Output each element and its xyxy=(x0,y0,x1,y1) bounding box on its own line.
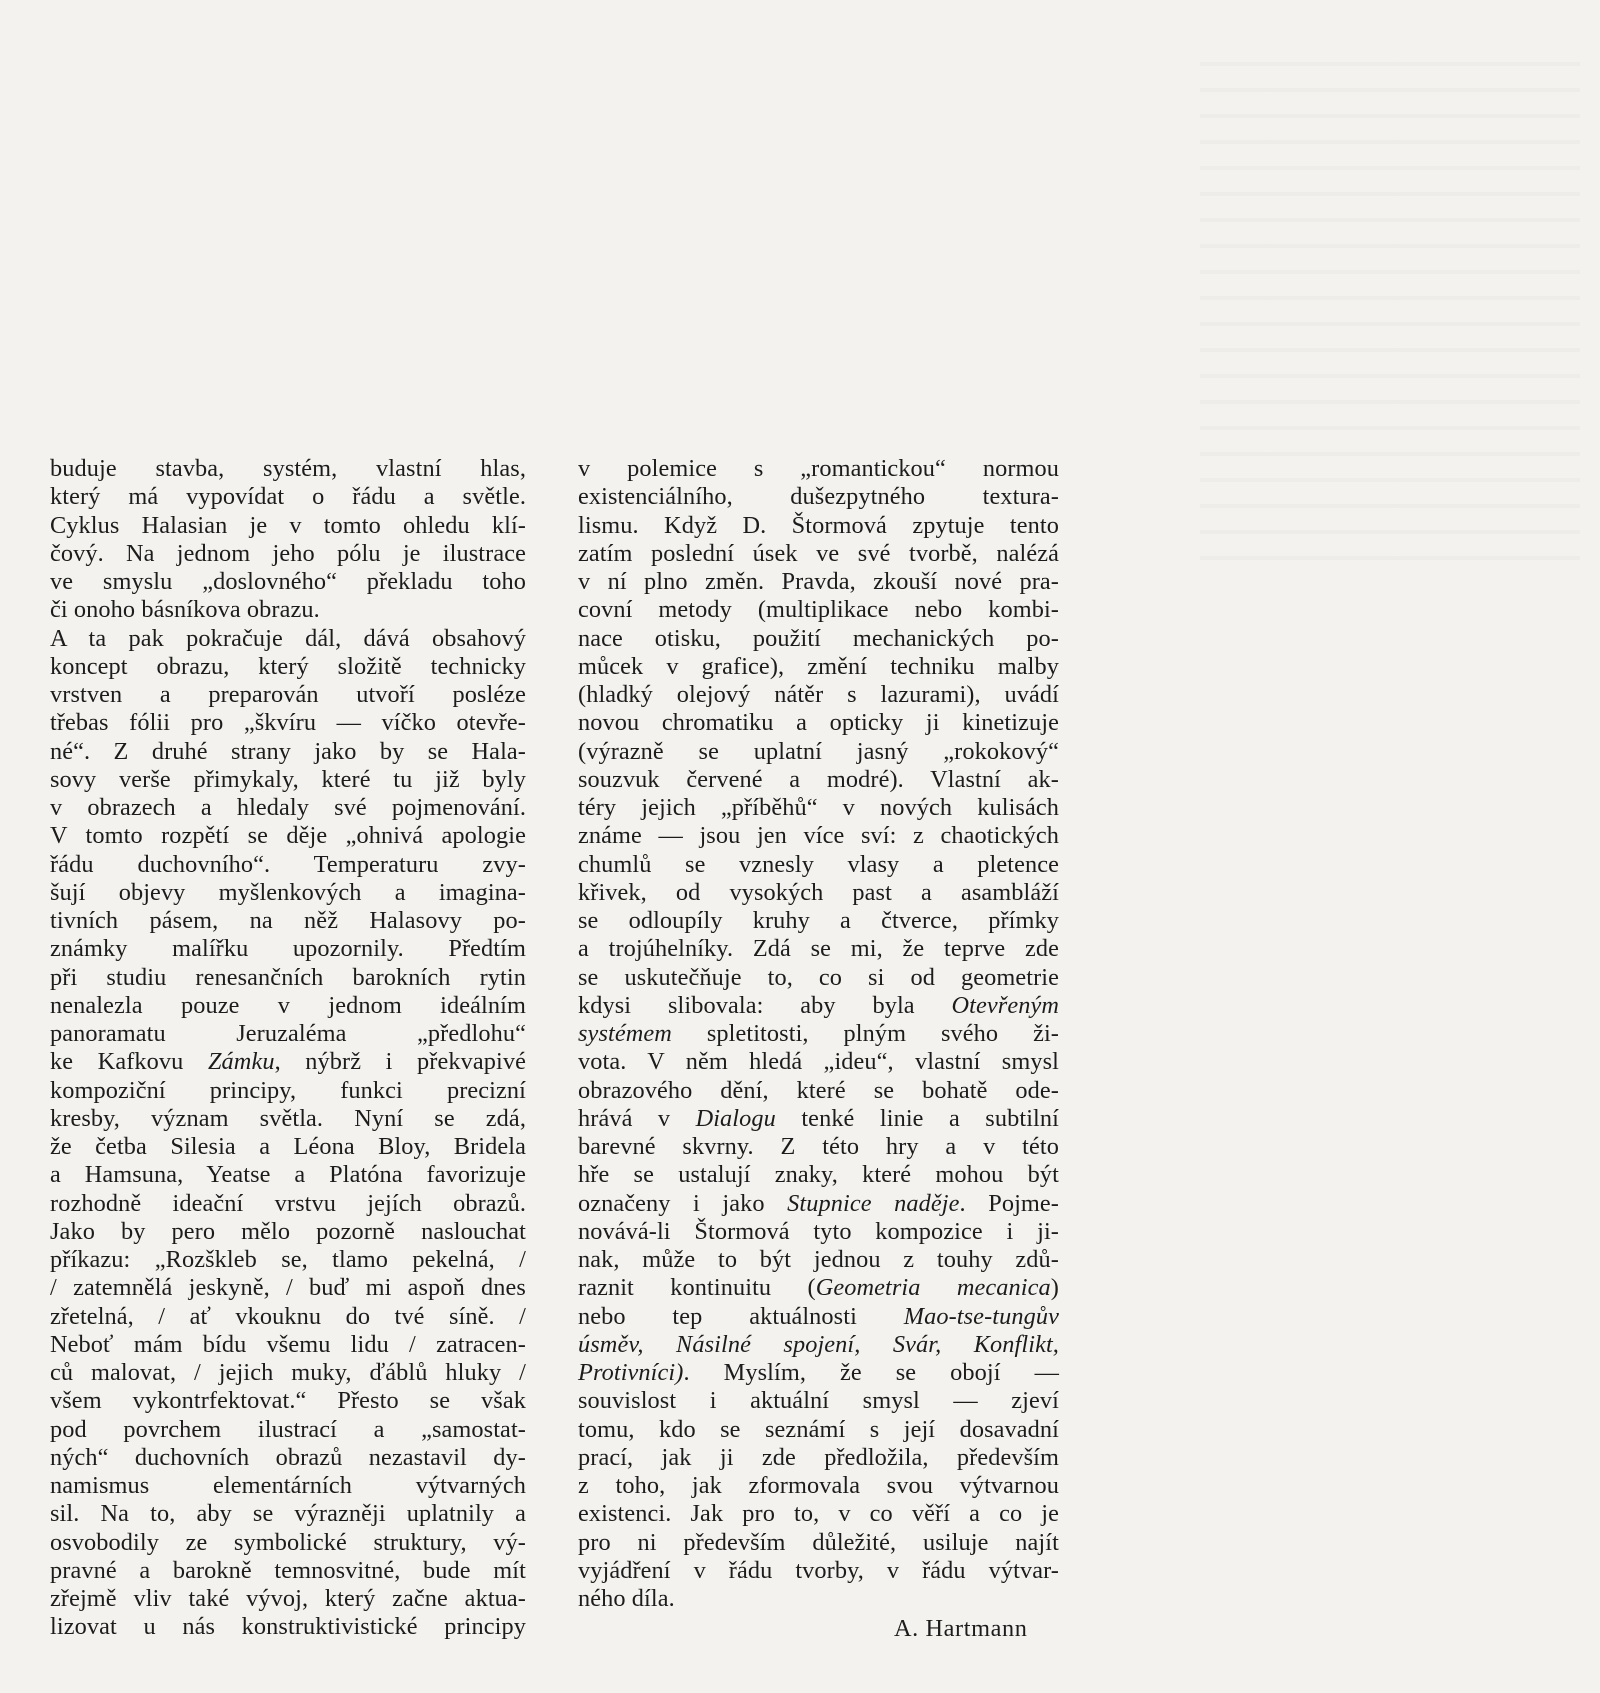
text-line xyxy=(50,1303,526,1331)
text-line xyxy=(50,879,526,907)
text-line-text: hrává v xyxy=(578,1104,696,1132)
text-line-text: vyjádření v řádu tvorby, v řádu výtvar- xyxy=(578,1556,1059,1584)
text-line xyxy=(578,879,1059,907)
text-line xyxy=(578,483,1059,511)
text-line xyxy=(578,851,1059,879)
text-line-text: kompoziční principy, funkci precizní xyxy=(50,1076,526,1104)
text-line xyxy=(50,1190,526,1218)
text-line xyxy=(578,596,1059,624)
text-line-text: lismu. Když D. Štormová zpytuje tento xyxy=(578,511,1059,539)
text-line xyxy=(578,1161,1059,1189)
text-line xyxy=(578,1585,1059,1613)
text-line-text: v polemice s „romantickou“ normou xyxy=(578,455,1059,482)
text-line xyxy=(578,540,1059,568)
text-line-text: covní metody (multiplikace nebo kombi- xyxy=(578,596,1059,624)
text-line-text: všem vykontrfektovat.“ Přesto se však xyxy=(50,1387,526,1415)
text-line xyxy=(50,1105,526,1133)
text-line xyxy=(578,907,1059,935)
text-line-text: novává-li Štormová tyto kompozice i ji- xyxy=(578,1217,1059,1245)
text-line xyxy=(578,1557,1059,1585)
text-line-text: nebo tep aktuálnosti xyxy=(578,1302,904,1330)
text-line-text: řádu duchovního“. Temperaturu zvy- xyxy=(50,850,526,878)
text-line-text: (výrazně se uplatní jasný „rokokový“ xyxy=(578,737,1059,765)
text-line xyxy=(578,1218,1059,1246)
text-line xyxy=(578,1416,1059,1444)
text-line-text: označeny i jako xyxy=(578,1189,788,1217)
text-line xyxy=(50,483,526,511)
text-line-text: sovy verše přimykaly, které tu již byly xyxy=(50,765,526,793)
text-line-text: Cyklus Halasian je v tomto ohledu klí- xyxy=(50,511,526,539)
text-line-italic: Stupnice naděje xyxy=(787,1189,960,1217)
text-line xyxy=(50,540,526,568)
text-line-italic: Geometria mecanica xyxy=(815,1274,1051,1302)
show-through-texture xyxy=(1200,40,1580,560)
text-line-text: chumlů se vznesly vlasy a pletence xyxy=(578,850,1059,878)
text-line xyxy=(50,1585,526,1613)
text-line-text: vota. V něm hledá „ideu“, vlastní smysl xyxy=(578,1048,1059,1076)
text-line-text: obrazového dění, které se bohatě ode- xyxy=(578,1076,1059,1104)
text-line-text: pro ni především důležité, usiluje najít xyxy=(578,1528,1059,1556)
text-line-text: se odloupíly kruhy a čtverce, přímky xyxy=(578,907,1059,934)
text-line xyxy=(50,964,526,992)
text-line xyxy=(578,1500,1059,1528)
text-line xyxy=(50,935,526,963)
author-signature: A. Hartmann xyxy=(894,1615,1028,1642)
text-line-text: třebas fólii pro „škvíru — víčko otevře- xyxy=(50,709,526,737)
text-line xyxy=(50,1529,526,1557)
text-line xyxy=(50,1331,526,1359)
text-line xyxy=(50,568,526,596)
text-line xyxy=(50,1020,526,1048)
text-line xyxy=(50,1048,526,1076)
text-line-italic: Mao-tse-tungův xyxy=(903,1302,1059,1330)
text-line-text: pod povrchem ilustrací a „samostat- xyxy=(50,1415,526,1443)
text-line-text-after: . Myslím, že se obojí — xyxy=(683,1359,1059,1386)
text-line-text: nak, může to být jednou z touhy zdů- xyxy=(578,1246,1059,1273)
text-line xyxy=(50,1161,526,1189)
text-line-text: v obrazech a hledaly své pojmenování. xyxy=(50,794,526,821)
text-line-text-after: spletitosti, plným svého ži- xyxy=(671,1020,1059,1047)
text-line xyxy=(578,568,1059,596)
text-line-text: ného díla. xyxy=(578,1585,675,1612)
text-line-italic: Dialogu xyxy=(695,1104,776,1132)
text-line xyxy=(578,709,1059,737)
text-line-text: křivek, od vysokých past a asambláží xyxy=(578,878,1059,906)
text-line xyxy=(578,794,1059,822)
text-line-text: barevné skvrny. Z této hry a v této xyxy=(578,1133,1059,1160)
text-line xyxy=(50,992,526,1020)
text-line-text: příkazu: „Rozškleb se, tlamo pekelná, / xyxy=(50,1246,526,1273)
text-line-text: panoramatu Jeruzaléma „předlohu“ xyxy=(50,1020,526,1047)
text-line-text: který má vypovídat o řádu a světle. xyxy=(50,483,526,511)
text-line xyxy=(578,1331,1059,1359)
text-line-text: zřejmě vliv také vývoj, který začne aktua- xyxy=(50,1585,526,1612)
text-line xyxy=(578,1444,1059,1472)
text-line-text: se uskutečňuje to, co si od geometrie xyxy=(578,963,1059,991)
text-line xyxy=(50,1246,526,1274)
text-line-text: ve smyslu „doslovného“ překladu toho xyxy=(50,568,526,595)
text-line-text: né“. Z druhé strany jako by se Hala- xyxy=(50,737,526,765)
text-line xyxy=(578,964,1059,992)
text-line xyxy=(578,1303,1059,1331)
text-line xyxy=(578,1077,1059,1105)
text-line xyxy=(578,1359,1059,1387)
text-line xyxy=(50,1218,526,1246)
text-line-text: z toho, jak zformovala svou výtvarnou xyxy=(578,1472,1059,1499)
text-line xyxy=(50,1416,526,1444)
text-line-text-after: tenké linie a subtilní xyxy=(775,1104,1059,1132)
text-line-text: můcek v grafice), změní techniku malby xyxy=(578,652,1059,680)
text-line xyxy=(50,512,526,540)
text-line-italic: Zámku xyxy=(207,1048,275,1076)
text-line-text: v ní plno změn. Pravda, zkouší nové pra- xyxy=(578,568,1059,595)
text-line xyxy=(50,907,526,935)
text-line-text: pravné a barokně temnosvitné, bude mít xyxy=(50,1556,526,1584)
text-line xyxy=(50,1359,526,1387)
text-line-text: Neboť mám bídu všemu lidu / zatracen- xyxy=(50,1330,526,1358)
text-line-text: raznit kontinuitu ( xyxy=(578,1274,816,1302)
text-line-text: koncept obrazu, který složitě technicky xyxy=(50,652,526,680)
text-line-text: nace otisku, použití mechanických po- xyxy=(578,624,1059,652)
text-line xyxy=(50,822,526,850)
text-column-left xyxy=(50,455,526,1642)
text-line-text-after: ) xyxy=(1050,1274,1059,1302)
text-line-text: Jako by pero mělo pozorně naslouchat xyxy=(50,1217,526,1245)
text-line-text: tomu, kdo se seznámí s její dosavadní xyxy=(578,1415,1059,1443)
text-line-text: tivních pásem, na něž Halasovy po- xyxy=(50,907,526,934)
text-line-text-after: . Pojme- xyxy=(959,1189,1059,1217)
text-line xyxy=(578,1190,1059,1218)
text-line xyxy=(578,1246,1059,1274)
text-line xyxy=(50,653,526,681)
text-line-text: ců malovat, / jejich muky, ďáblů hluky / xyxy=(50,1359,526,1386)
text-line-text: a Hamsuna, Yeatse a Platóna favorizuje xyxy=(50,1161,526,1189)
text-line-text: existenci. Jak pro to, v co věří a co je xyxy=(578,1500,1059,1528)
text-line xyxy=(50,1077,526,1105)
text-line-text: novou chromatiku a opticky ji kinetizuje xyxy=(578,709,1059,737)
text-line xyxy=(50,1613,526,1641)
text-line xyxy=(578,1048,1059,1076)
text-line-text: souzvuk červené a modré). Vlastní ak- xyxy=(578,765,1059,793)
text-line xyxy=(50,738,526,766)
text-line xyxy=(578,1274,1059,1302)
text-line xyxy=(50,794,526,822)
text-line-italic: Protivníci) xyxy=(578,1359,684,1386)
text-line xyxy=(578,1472,1059,1500)
text-line xyxy=(50,766,526,794)
text-line-text: hře se ustalují znaky, které mohou být xyxy=(578,1161,1059,1189)
text-line-text: či onoho básníkova obrazu. xyxy=(50,596,320,624)
text-line xyxy=(578,1387,1059,1415)
text-line-text: známky malířku upozornily. Předtím xyxy=(50,935,526,963)
text-line xyxy=(578,1105,1059,1133)
text-line-text: buduje stavba, systém, vlastní hlas, xyxy=(50,455,526,482)
text-line-text: při studiu renesančních barokních rytin xyxy=(50,963,526,991)
text-line xyxy=(578,766,1059,794)
text-line xyxy=(50,1557,526,1585)
text-line-text: (hladký olejový nátěr s lazurami), uvádí xyxy=(578,681,1059,708)
text-line xyxy=(50,709,526,737)
text-line-text: / zatemnělá jeskyně, / buď mi aspoň dnes xyxy=(50,1274,526,1302)
text-line xyxy=(578,625,1059,653)
text-line-text: kdysi slibovala: aby byla xyxy=(578,991,952,1019)
text-line-italic: systémem xyxy=(578,1020,672,1047)
text-line-text: sil. Na to, aby se výrazněji uplatnily a xyxy=(50,1500,526,1528)
text-line-text: lizovat u nás konstruktivistické principy xyxy=(50,1613,526,1641)
text-line-text: existenciálního, dušezpytného textura- xyxy=(578,483,1059,511)
text-line-text: čový. Na jednom jeho pólu je ilustrace xyxy=(50,539,526,567)
text-line xyxy=(578,992,1059,1020)
text-line xyxy=(578,681,1059,709)
text-line-text: známe — jsou jen více sví: z chaotických xyxy=(578,822,1059,850)
text-line xyxy=(578,1020,1059,1048)
text-line-text: kresby, význam světla. Nyní se zdá, xyxy=(50,1104,526,1132)
text-line-text: a trojúhelníky. Zdá se mi, že teprve zde xyxy=(578,935,1059,963)
text-line-text: ných“ duchovních obrazů nezastavil dy- xyxy=(50,1443,526,1471)
text-line xyxy=(578,738,1059,766)
text-line-text: nenalezla pouze v jednom ideálním xyxy=(50,991,526,1019)
text-line xyxy=(50,1133,526,1161)
text-line-text: téry jejich „příběhů“ v nových kulisách xyxy=(578,794,1059,821)
text-line xyxy=(50,1500,526,1528)
text-line-text-after: , nýbrž i překvapivé xyxy=(274,1048,526,1076)
text-line xyxy=(50,1387,526,1415)
text-line xyxy=(578,935,1059,963)
text-line xyxy=(50,851,526,879)
text-line xyxy=(50,596,526,624)
text-line xyxy=(578,512,1059,540)
text-line-text: zatím poslední úsek ve své tvorbě, nalézá xyxy=(578,539,1059,567)
text-line-italic: úsměv, Násilné spojení, Svár, Konflikt, xyxy=(578,1330,1059,1358)
text-line-text: osvobodily ze symbolické struktury, vý- xyxy=(50,1528,526,1556)
text-line xyxy=(578,1133,1059,1161)
text-line xyxy=(50,455,526,483)
text-line xyxy=(50,1444,526,1472)
text-line xyxy=(50,681,526,709)
text-line-text: vrstven a preparován utvoří posléze xyxy=(50,681,526,708)
text-column-right xyxy=(578,455,1059,1613)
text-line xyxy=(50,1472,526,1500)
text-line-text: A ta pak pokračuje dál, dává obsahový xyxy=(50,624,526,652)
text-line-text: že četba Silesia a Léona Bloy, Bridela xyxy=(50,1133,526,1160)
text-line-text: souvislost i aktuální smysl — zjeví xyxy=(578,1387,1059,1415)
text-line-text: zřetelná, / ať vkouknu do tvé síně. / xyxy=(50,1302,526,1330)
text-line-text: prací, jak ji zde předložila, především xyxy=(578,1443,1059,1471)
text-line-text: šují objevy myšlenkových a imagina- xyxy=(50,878,526,906)
text-line xyxy=(50,625,526,653)
text-line xyxy=(578,653,1059,681)
text-line-text: namismus elementárních výtvarných xyxy=(50,1472,526,1499)
text-line-text: ke Kafkovu xyxy=(50,1048,208,1076)
text-line xyxy=(578,822,1059,850)
text-line xyxy=(50,1274,526,1302)
text-line-text: V tomto rozpětí se děje „ohnivá apologie xyxy=(50,822,526,850)
text-line-italic: Otevřeným xyxy=(951,991,1059,1019)
text-line-text: rozhodně ideační vrstvu jejích obrazů. xyxy=(50,1189,526,1217)
text-line xyxy=(578,455,1059,483)
text-line xyxy=(578,1529,1059,1557)
